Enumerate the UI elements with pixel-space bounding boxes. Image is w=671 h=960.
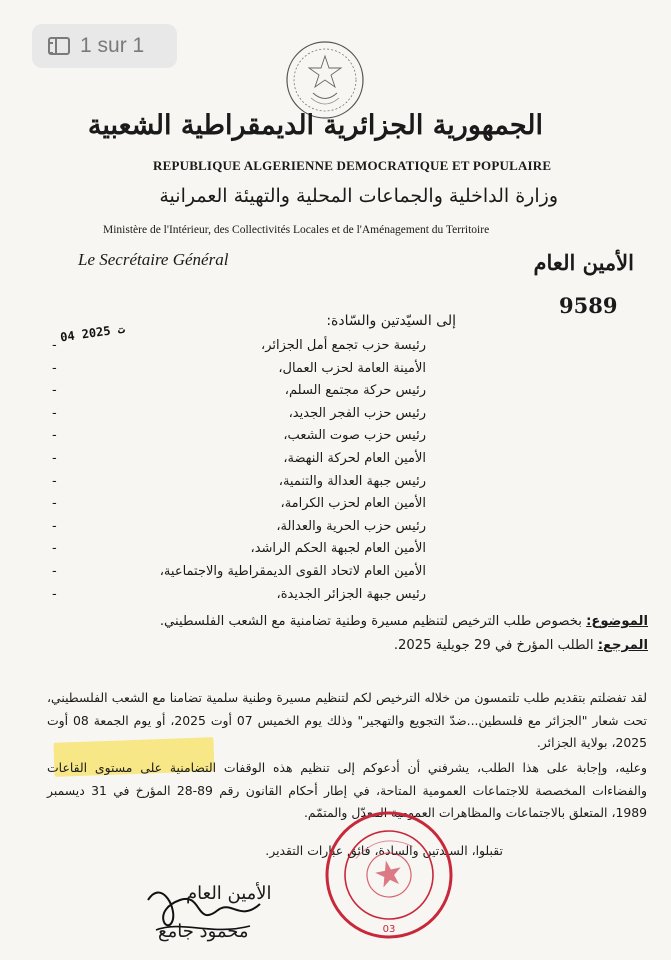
list-item: رئيس جبهة العدالة والتنمية، - (52, 473, 426, 489)
ministry-title-french: Ministère de l'Intérieur, des Collectivités Locales et de l'Aménagement du Territoire (103, 224, 490, 236)
republic-title-french: REPUBLIQUE ALGERIENNE DEMOCRATIQUE ET POPULAIRE (153, 158, 552, 173)
reference-label: المرجع: (597, 638, 648, 653)
list-item: الأمينة العامة لحزب العمال، - (52, 360, 426, 376)
list-item: الأمين العام لحزب الكرامة، - (52, 496, 426, 512)
reference-text: الطلب المؤرخ في 29 جويلية 2025. (393, 638, 594, 653)
closing-formula: تقبلوا، السيدتين والسادة، فائق عبارات التقدير. (265, 843, 503, 858)
list-item: رئيس جبهة الجزائر الجديدة، - (52, 586, 426, 602)
reference-line (394, 638, 648, 653)
body-paragraph-2: وعليه، وإجابة على هذا الطلب، يشرفني أن أدعوكم إلى تنظيم هذه الوقفات التضامنية على مستوى القاعات والفضاءات المخصصة للاجتماعات العمومية المتاحة، في إطار أحكام القانون رقم 89-28 المؤرخ في 31 ديسمبر 1989، المتعلق بالاجتماعات والمظاهرات العمومية المعدّل والمتمّم. (47, 760, 647, 820)
page-indicator[interactable] (32, 24, 177, 68)
list-item: رئيس حركة مجتمع السلم، - (52, 383, 426, 399)
ministry-title-arabic: وزارة الداخلية والجماعات المحلية والتهيئة العمرانية (159, 185, 558, 207)
date-stamp: 04 ت 2025 (59, 321, 126, 345)
list-item: الأمين العام لجبهة الحكم الراشد، - (52, 541, 426, 557)
secretary-general-french: Le Secrétaire Général (78, 250, 229, 269)
reference-number: 9589 (559, 293, 618, 318)
signatory-name: محمود جامع (158, 921, 249, 942)
republic-title-arabic: الجمهورية الجزائرية الديمقراطية الشعبية (87, 110, 543, 141)
list-item: الأمين العام لاتحاد القوى الديمقراطية والاجتماعية، - (52, 563, 426, 579)
addressees-list (52, 338, 426, 609)
subject-label: الموضوع: (586, 614, 648, 629)
addressees-heading: إلى السيّدتين والسّادة: (326, 313, 456, 329)
list-item: رئيس حزب صوت الشعب، - (52, 428, 426, 444)
official-seal-icon (320, 800, 458, 950)
list-item: الأمين العام لحركة النهضة، - (52, 450, 426, 466)
subject-text: بخصوص طلب الترخيص لتنظيم مسيرة وطنية تضامنية مع الشعب الفلسطيني. (159, 614, 582, 629)
signatory-title: الأمين العام (186, 883, 272, 904)
sidebar-icon[interactable] (48, 37, 70, 55)
list-item: رئيس حزب الفجر الجديد، - (52, 405, 426, 421)
seal-number: 03 (382, 924, 396, 935)
body-paragraph-1: لقد تفضلتم بتقديم طلب تلتمسون من خلاله الترخيص لكم لتنظيم مسيرة وطنية سلمية تضامنا مع الشعب الفلسطيني، تحت شعار "الجزائر مع فلسطين...ضدّ التجويع والتهجير" وذلك يوم الخميس 07 أوت 2025، أو يوم الجمعة 08 أوت 2025، بولاية الجزائر. (47, 690, 648, 750)
secretary-general-arabic: الأمين العام (533, 250, 634, 275)
subject-line (160, 614, 648, 629)
page-indicator-label: 1 sur 1 (80, 34, 145, 57)
list-item: رئيسة حزب تجمع أمل الجزائر، - (52, 338, 426, 353)
list-item: رئيس حزب الحرية والعدالة، - (52, 518, 426, 534)
